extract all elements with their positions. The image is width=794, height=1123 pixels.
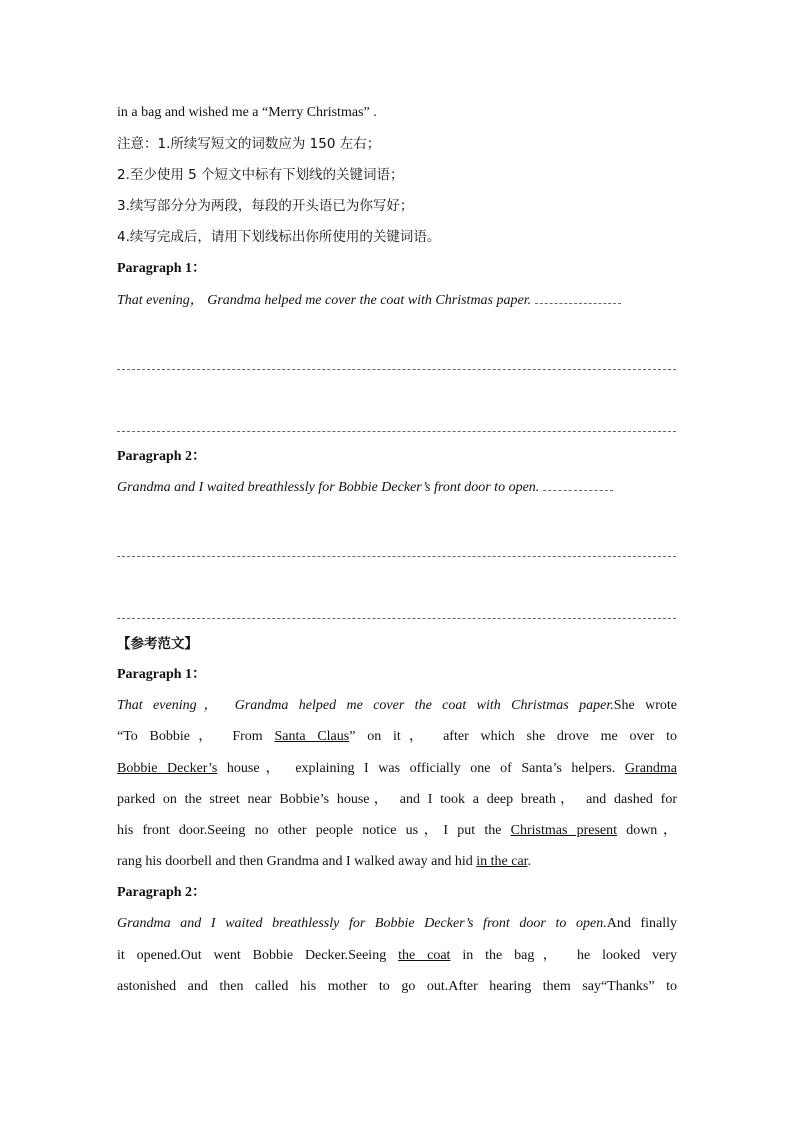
reference-p1-line-6 — [117, 853, 677, 871]
reference-text: it opened.Out went Bobbie Decker.Seeing — [117, 948, 387, 963]
reference-p1-line-4: parked on the street near Bobbie’s house， and I took a deep breath， and dashed for — [117, 792, 677, 807]
writing-line[interactable] — [117, 556, 676, 557]
reference-text: house， explaining I was officially one of Santa’s helpers. — [226, 761, 616, 776]
reference-p1-line-1 — [117, 697, 677, 715]
underlined-keyword: Christmas present — [510, 823, 617, 838]
writing-line[interactable] — [543, 478, 613, 491]
underlined-keyword: the coat — [398, 948, 451, 963]
reference-text: in the bag， he looked very — [462, 948, 678, 963]
reference-p2-line-1 — [117, 915, 677, 933]
reference-text: She wrote — [613, 698, 677, 713]
reference-paragraph-2-heading: Paragraph 2： — [117, 885, 207, 900]
task-paragraph-2-opening: Grandma and I waited breathlessly for Bobbie Decker’s front door to open. — [117, 480, 540, 495]
note-4: 4.续写完成后，请用下划线标出你所使用的关键词语。 — [117, 229, 441, 245]
note-2: 2.至少使用 5 个短文中标有下划线的关键词语； — [117, 167, 404, 183]
reference-p2-opening: Grandma and I waited breathlessly for Bobbie Decker’s front door to open. — [117, 916, 607, 931]
reference-p1-line-3 — [117, 760, 677, 778]
writing-line[interactable] — [535, 291, 621, 304]
task-paragraph-1-opening: That evening， Grandma helped me cover the coat with Christmas paper. — [117, 293, 532, 308]
task-paragraph-1-heading: Paragraph 1： — [117, 261, 207, 276]
reference-text: . — [527, 854, 532, 869]
writing-line[interactable] — [117, 369, 676, 370]
reference-text: down， — [626, 823, 677, 838]
reference-paragraph-1-heading: Paragraph 1： — [117, 667, 207, 682]
underlined-keyword: in the car — [476, 854, 528, 869]
reference-title: 【参考范文】 — [117, 636, 198, 652]
reference-text: ” on it， after which she drove me over to — [349, 729, 678, 744]
reference-text: And finally — [606, 916, 678, 931]
reference-p2-line-2 — [117, 947, 677, 965]
writing-line[interactable] — [117, 618, 676, 619]
reference-p1-line-2 — [117, 728, 677, 746]
reference-text: his front door.Seeing no other people notice us，I put the — [117, 823, 502, 838]
task-paragraph-1-opening-row — [117, 291, 677, 310]
reference-p2-line-3: astonished and then called his mother to go out.After hearing them say“Thanks” to — [117, 979, 677, 994]
writing-line[interactable] — [117, 431, 676, 432]
reference-p1-line-5 — [117, 822, 677, 840]
underlined-keyword: Santa Claus — [274, 729, 350, 744]
note-3: 3.续写部分分为两段，每段的开头语已为你写好； — [117, 198, 414, 214]
underlined-keyword: Grandma — [624, 761, 678, 776]
reference-text: “To Bobbie， From — [117, 729, 263, 744]
task-paragraph-2-heading: Paragraph 2： — [117, 449, 207, 464]
note-1: 注意：1.所续写短文的词数应为 150 左右； — [117, 136, 381, 152]
reference-p1-opening: That evening， Grandma helped me cover the coat with Christmas paper. — [117, 698, 614, 713]
intro-line: in a bag and wished me a “Merry Christmas” . — [117, 105, 377, 120]
task-paragraph-2-opening-row — [117, 478, 677, 497]
reference-text: rang his doorbell and then Grandma and I walked away and hid — [117, 854, 473, 869]
underlined-keyword: Bobbie Decker’s — [117, 761, 218, 776]
